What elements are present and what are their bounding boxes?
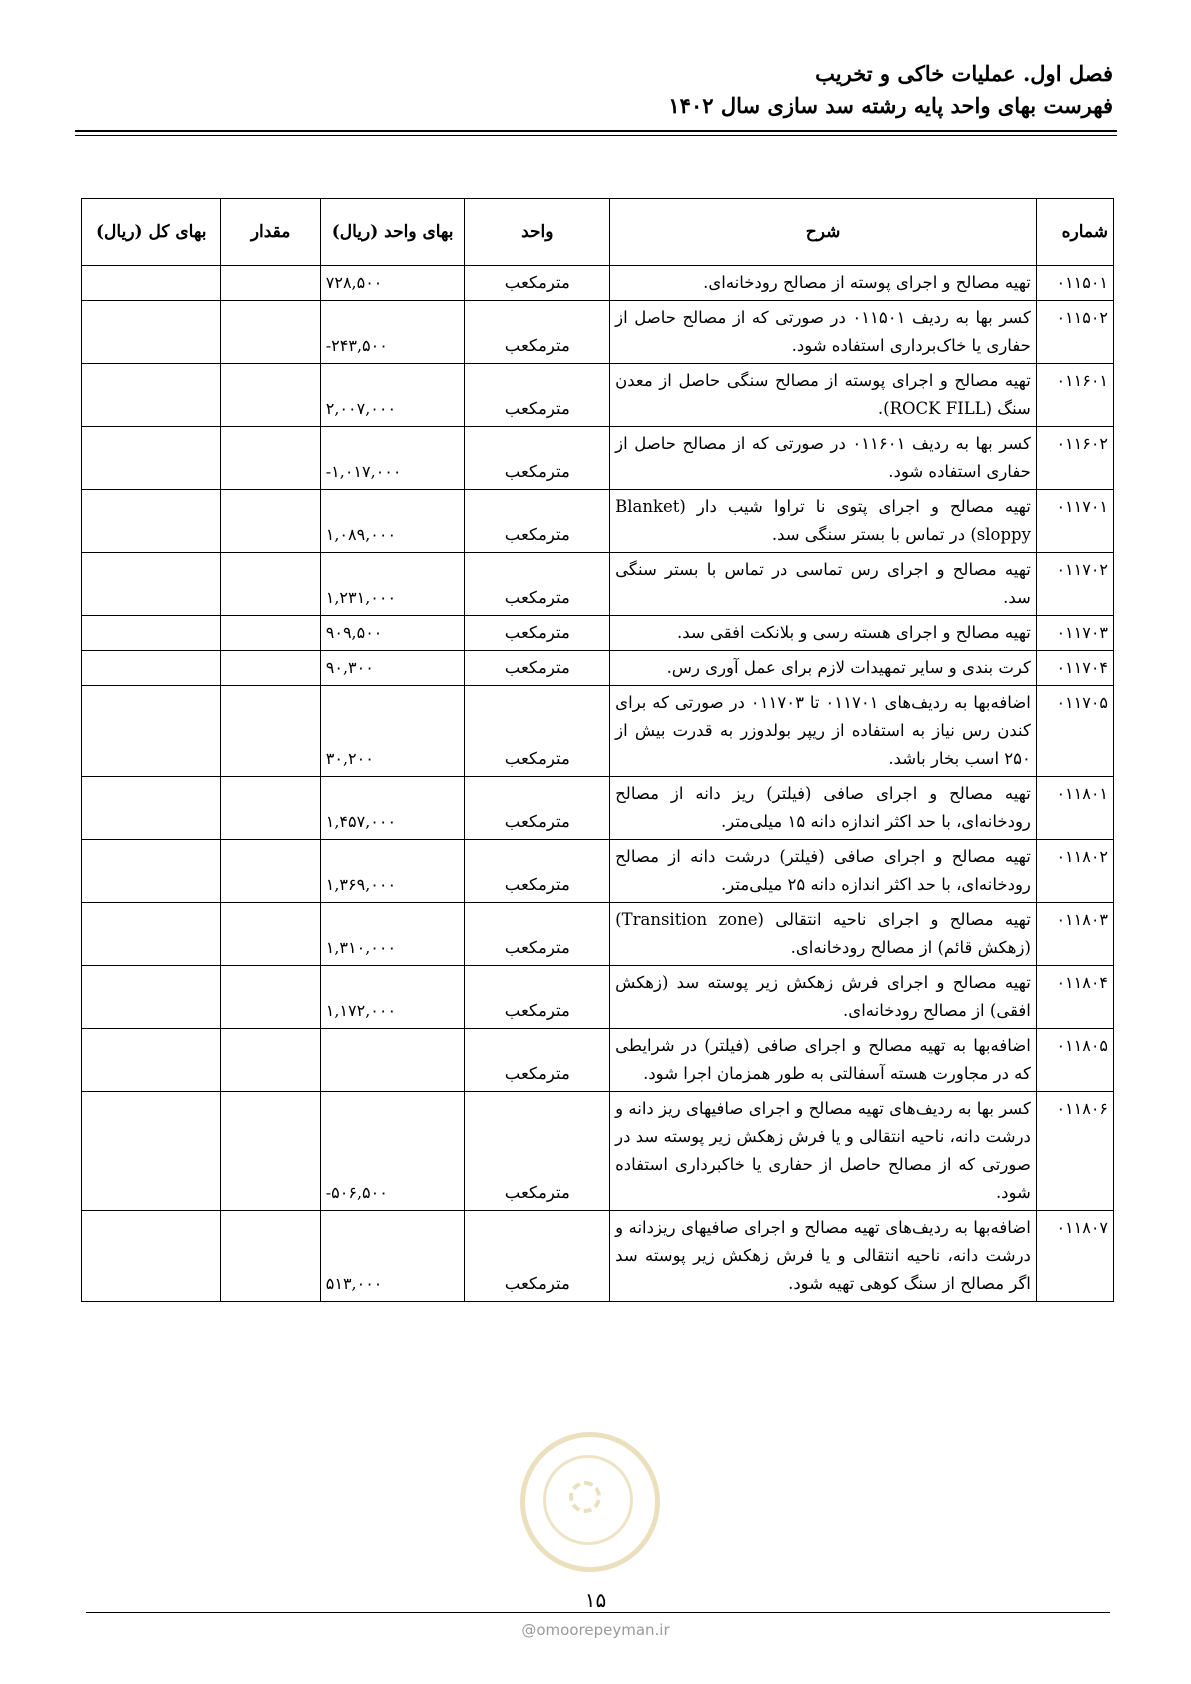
item-unit-price: -۵۰۶,۵۰۰ bbox=[320, 1092, 465, 1211]
item-description: کسر بها به ردیف ۰۱۱۵۰۱ در صورتی که از مصالح حاصل از حفاری یا خاک‌برداری استفاده شود. bbox=[610, 301, 1037, 364]
watermark-seal bbox=[520, 1432, 660, 1572]
item-unit: مترمکعب bbox=[465, 840, 610, 903]
item-unit: مترمکعب bbox=[465, 427, 610, 490]
item-description: کسر بها به ردیف ۰۱۱۶۰۱ در صورتی که از مصالح حاصل از حفاری استفاده شود. bbox=[610, 427, 1037, 490]
item-unit-price: ۳۰,۲۰۰ bbox=[320, 686, 465, 777]
item-total-price bbox=[82, 553, 221, 616]
item-quantity bbox=[221, 686, 320, 777]
item-description: تهیه مصالح و اجرای رس تماسی در تماس با بستر سنگی سد. bbox=[610, 553, 1037, 616]
item-unit-price: ۵۱۳,۰۰۰ bbox=[320, 1211, 465, 1302]
item-total-price bbox=[82, 616, 221, 651]
item-description: تهیه مصالح و اجرای ناحیه انتقالی (Transition zone) (زهکش قائم) از مصالح رودخانه‌ای. bbox=[610, 903, 1037, 966]
item-code: ۰۱۱۷۰۲ bbox=[1036, 553, 1113, 616]
table-row bbox=[82, 553, 1114, 616]
footer-rule bbox=[86, 1612, 1110, 1613]
item-unit: مترمکعب bbox=[465, 1092, 610, 1211]
price-list-table bbox=[81, 198, 1114, 1302]
item-quantity bbox=[221, 266, 320, 301]
item-total-price bbox=[82, 490, 221, 553]
item-quantity bbox=[221, 1211, 320, 1302]
item-unit-price: ۷۲۸,۵۰۰ bbox=[320, 266, 465, 301]
item-quantity bbox=[221, 651, 320, 686]
column-header-unit: واحد bbox=[465, 199, 610, 266]
item-total-price bbox=[82, 903, 221, 966]
item-unit-price: ۱,۰۸۹,۰۰۰ bbox=[320, 490, 465, 553]
table-row bbox=[82, 966, 1114, 1029]
item-unit: مترمکعب bbox=[465, 616, 610, 651]
item-description: تهیه مصالح و اجرای پوسته از مصالح رودخانه‌ای. bbox=[610, 266, 1037, 301]
table-row bbox=[82, 1029, 1114, 1092]
column-header-number: شماره bbox=[1036, 199, 1113, 266]
item-quantity bbox=[221, 490, 320, 553]
item-description: تهیه مصالح و اجرای صافی (فیلتر) ریز دانه از مصالح رودخانه‌ای، با حد اکثر اندازه دانه ۱۵ میلی‌متر. bbox=[610, 777, 1037, 840]
item-unit: مترمکعب bbox=[465, 1211, 610, 1302]
item-unit-price: ۱,۲۳۱,۰۰۰ bbox=[320, 553, 465, 616]
item-code: ۰۱۱۶۰۱ bbox=[1036, 364, 1113, 427]
item-unit: مترمکعب bbox=[465, 364, 610, 427]
item-code: ۰۱۱۷۰۵ bbox=[1036, 686, 1113, 777]
item-total-price bbox=[82, 777, 221, 840]
page-header bbox=[78, 58, 1113, 122]
table-row bbox=[82, 1211, 1114, 1302]
item-total-price bbox=[82, 966, 221, 1029]
column-header-total-price: بهای کل (ریال) bbox=[82, 199, 221, 266]
item-total-price bbox=[82, 364, 221, 427]
column-header-quantity: مقدار bbox=[221, 199, 320, 266]
item-description: تهیه مصالح و اجرای پتوی نا تراوا شیب دار (Blanket sloppy) در تماس با بستر سنگی سد. bbox=[610, 490, 1037, 553]
item-unit: مترمکعب bbox=[465, 1029, 610, 1092]
item-quantity bbox=[221, 1029, 320, 1092]
item-quantity bbox=[221, 966, 320, 1029]
item-total-price bbox=[82, 301, 221, 364]
table-row bbox=[82, 840, 1114, 903]
item-description: تهیه مصالح و اجرای پوسته از مصالح سنگی حاصل از معدن سنگ (ROCK FILL). bbox=[610, 364, 1037, 427]
item-description: کسر بها به ردیف‌های تهیه مصالح و اجرای صافیهای ریز دانه و درشت دانه، ناحیه انتقالی و یا فرش زهکش زیر پوسته سد در صورتی که از مصالح حاصل از حفاری یا خاکبرداری استفاده شود. bbox=[610, 1092, 1037, 1211]
table-row bbox=[82, 686, 1114, 777]
item-code: ۰۱۱۸۰۵ bbox=[1036, 1029, 1113, 1092]
item-code: ۰۱۱۸۰۲ bbox=[1036, 840, 1113, 903]
item-total-price bbox=[82, 651, 221, 686]
item-code: ۰۱۱۷۰۱ bbox=[1036, 490, 1113, 553]
item-total-price bbox=[82, 840, 221, 903]
item-unit: مترمکعب bbox=[465, 777, 610, 840]
item-quantity bbox=[221, 364, 320, 427]
site-credit: @omoorepeyman.ir bbox=[521, 1621, 670, 1639]
item-unit-price: ۱,۱۷۲,۰۰۰ bbox=[320, 966, 465, 1029]
item-quantity bbox=[221, 777, 320, 840]
item-code: ۰۱۱۶۰۲ bbox=[1036, 427, 1113, 490]
table-row bbox=[82, 651, 1114, 686]
item-unit-price: ۹۰۹,۵۰۰ bbox=[320, 616, 465, 651]
header-rule-thick bbox=[75, 130, 1117, 132]
gear-icon bbox=[569, 1481, 601, 1513]
table-row bbox=[82, 427, 1114, 490]
item-code: ۰۱۱۸۰۴ bbox=[1036, 966, 1113, 1029]
table-row bbox=[82, 301, 1114, 364]
item-description: اضافه‌بها به ردیف‌های ۰۱۱۷۰۱ تا ۰۱۱۷۰۳ در صورتی که برای کندن رس نیاز به استفاده از ریپر بولدوزر به قدرت بیش از ۲۵۰ اسب بخار باشد. bbox=[610, 686, 1037, 777]
item-unit: مترمکعب bbox=[465, 686, 610, 777]
table-row bbox=[82, 490, 1114, 553]
table-header-row bbox=[82, 199, 1114, 266]
item-quantity bbox=[221, 840, 320, 903]
item-description: کرت بندی و سایر تمهیدات لازم برای عمل آوری رس. bbox=[610, 651, 1037, 686]
item-unit: مترمکعب bbox=[465, 553, 610, 616]
item-code: ۰۱۱۵۰۱ bbox=[1036, 266, 1113, 301]
item-code: ۰۱۱۸۰۳ bbox=[1036, 903, 1113, 966]
item-quantity bbox=[221, 427, 320, 490]
item-code: ۰۱۱۷۰۳ bbox=[1036, 616, 1113, 651]
item-quantity bbox=[221, 1092, 320, 1211]
item-total-price bbox=[82, 686, 221, 777]
item-unit-price: -۱,۰۱۷,۰۰۰ bbox=[320, 427, 465, 490]
table-row bbox=[82, 1092, 1114, 1211]
item-description: تهیه مصالح و اجرای فرش زهکش زیر پوسته سد (زهکش افقی) از مصالح رودخانه‌ای. bbox=[610, 966, 1037, 1029]
item-unit: مترمکعب bbox=[465, 651, 610, 686]
item-unit-price: ۹۰,۳۰۰ bbox=[320, 651, 465, 686]
item-code: ۰۱۱۸۰۱ bbox=[1036, 777, 1113, 840]
table-body bbox=[82, 266, 1114, 1302]
item-unit-price bbox=[320, 1029, 465, 1092]
item-total-price bbox=[82, 266, 221, 301]
item-quantity bbox=[221, 553, 320, 616]
item-unit-price: ۱,۳۱۰,۰۰۰ bbox=[320, 903, 465, 966]
item-code: ۰۱۱۷۰۴ bbox=[1036, 651, 1113, 686]
table-row bbox=[82, 777, 1114, 840]
item-unit: مترمکعب bbox=[465, 966, 610, 1029]
item-description: اضافه‌بها به تهیه مصالح و اجرای صافی (فیلتر) در شرایطی که در مجاورت هسته آسفالتی به طور همزمان اجرا شود. bbox=[610, 1029, 1037, 1092]
column-header-description: شرح bbox=[610, 199, 1037, 266]
chapter-title: فصل اول. عملیات خاکی و تخریب bbox=[815, 61, 1113, 86]
header-rule-thin bbox=[75, 135, 1117, 136]
item-code: ۰۱۱۵۰۲ bbox=[1036, 301, 1113, 364]
item-description: اضافه‌بها به ردیف‌های تهیه مصالح و اجرای صافیهای ریزدانه و درشت دانه، ناحیه انتقالی و یا فرش زهکش زیر پوسته سد اگر مصالح از سنگ کوهی تهیه شود. bbox=[610, 1211, 1037, 1302]
item-total-price bbox=[82, 427, 221, 490]
item-code: ۰۱۱۸۰۶ bbox=[1036, 1092, 1113, 1211]
item-total-price bbox=[82, 1092, 221, 1211]
item-unit-price: ۱,۴۵۷,۰۰۰ bbox=[320, 777, 465, 840]
item-total-price bbox=[82, 1211, 221, 1302]
item-unit: مترمکعب bbox=[465, 301, 610, 364]
item-code: ۰۱۱۸۰۷ bbox=[1036, 1211, 1113, 1302]
column-header-unit-price: بهای واحد (ریال) bbox=[320, 199, 465, 266]
item-description: تهیه مصالح و اجرای صافی (فیلتر) درشت دانه از مصالح رودخانه‌ای، با حد اکثر اندازه دانه ۲۵ میلی‌متر. bbox=[610, 840, 1037, 903]
item-quantity bbox=[221, 616, 320, 651]
item-unit: مترمکعب bbox=[465, 903, 610, 966]
item-total-price bbox=[82, 1029, 221, 1092]
item-unit: مترمکعب bbox=[465, 490, 610, 553]
item-unit-price: ۱,۳۶۹,۰۰۰ bbox=[320, 840, 465, 903]
table-row bbox=[82, 266, 1114, 301]
table-row bbox=[82, 903, 1114, 966]
item-unit-price: ۲,۰۰۷,۰۰۰ bbox=[320, 364, 465, 427]
table-row bbox=[82, 616, 1114, 651]
item-quantity bbox=[221, 301, 320, 364]
table-row bbox=[82, 364, 1114, 427]
item-unit-price: -۲۴۳,۵۰۰ bbox=[320, 301, 465, 364]
item-unit: مترمکعب bbox=[465, 266, 610, 301]
item-quantity bbox=[221, 903, 320, 966]
document-subtitle: فهرست بهای واحد پایه رشته سد سازی سال ۱۴۰۲ bbox=[668, 93, 1113, 118]
page-number: ۱۵ bbox=[584, 1588, 607, 1612]
item-description: تهیه مصالح و اجرای هسته رسی و بلانکت افقی سد. bbox=[610, 616, 1037, 651]
